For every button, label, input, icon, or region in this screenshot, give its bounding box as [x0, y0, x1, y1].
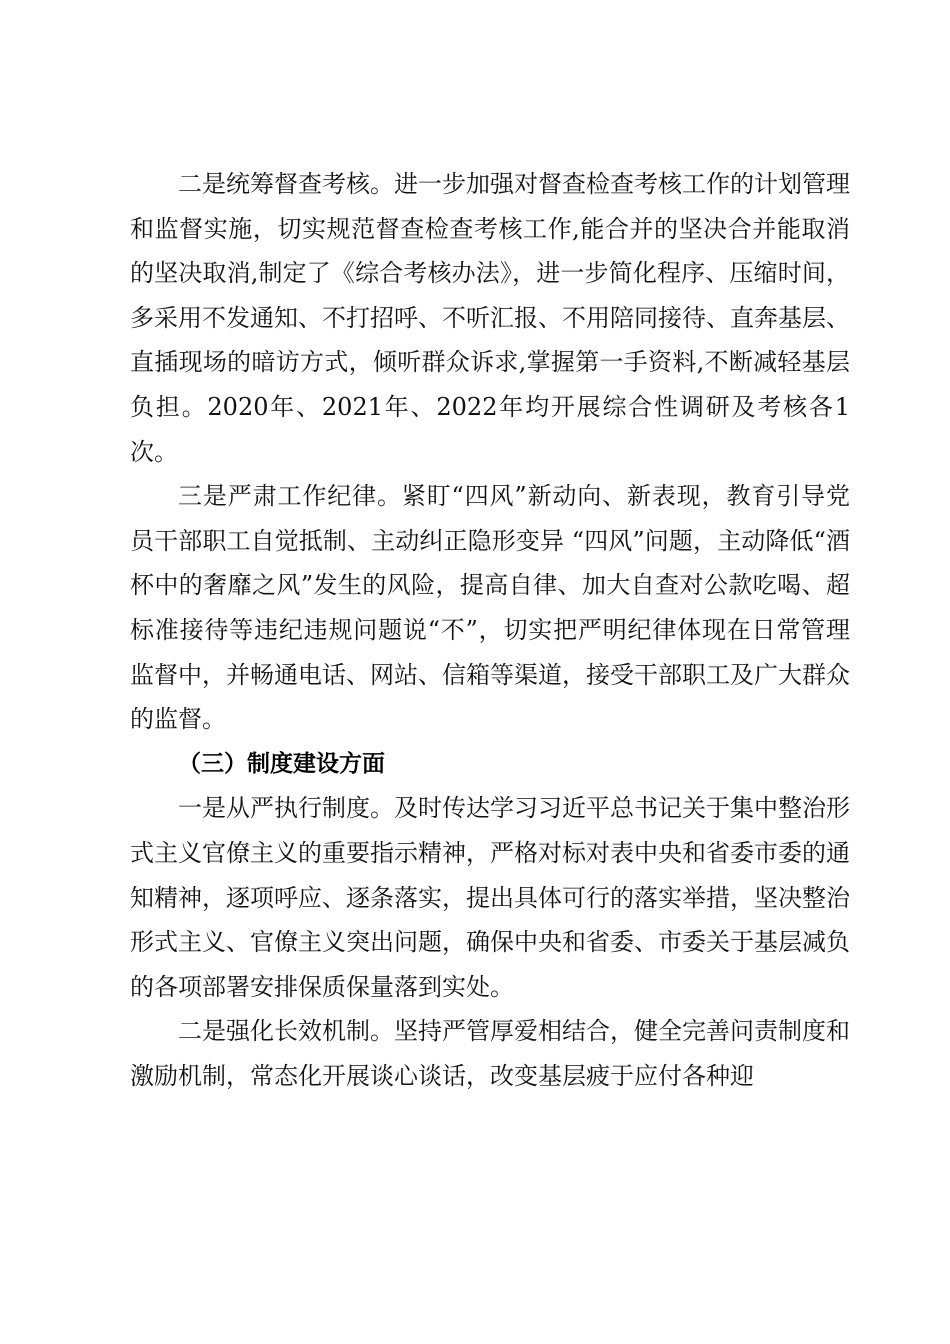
paragraph-strict-enforcement: 一是从严执行制度。及时传达学习习近平总书记关于集中整治形式主义官僚主义的重要指示精神，严格对标对表中央和省委市委的通知精神，逐项呼应、逐条落实，提出具体可行的落实举措，坚决整治形式主义、官僚主义突出问题，确保中央和省委、市委关于基层减负的各项部署安排保质保量落到实处。	[130, 794, 850, 1001]
paragraph-work-discipline: 三是严肃工作纪律。紧盯“四风”新动向、新表现，教育引导党员干部职工自觉抵制、主动纠正隐形变异 “四风”问题，主动降低“酒杯中的奢靡之风”发生的风险，提高自律、加大自查对公款吃喝、超标准接待等违纪违规问题说“不”，切实把严明纪律体现在日常管理监督中，并畅通电话、网站、信箱等渠道，接受干部职工及广大群众的监督。	[130, 482, 850, 734]
document-body	[130, 162, 850, 1098]
paragraph-inspection-assessment: 二是统筹督查考核。进一步加强对督查检查考核工作的计划管理和监督实施，切实规范督查检查考核工作,能合并的坚决合并能取消的坚决取消,制定了《综合考核办法》，进一步简化程序、压缩时间，多采用不发通知、不打招呼、不听汇报、不用陪同接待、直奔基层、直插现场的暗访方式，倾听群众诉求,掌握第一手资料,不断减轻基层负担。2020年、2021年、2022年均开展综合性调研及考核各1次。	[130, 170, 850, 466]
section-heading: （三）制度建设方面	[178, 750, 385, 777]
paragraph-long-term-mechanism: 二是强化长效机制。坚持严管厚爱相结合，健全完善问责制度和激励机制，常态化开展谈心谈话，改变基层疲于应付各种迎	[130, 1017, 850, 1090]
